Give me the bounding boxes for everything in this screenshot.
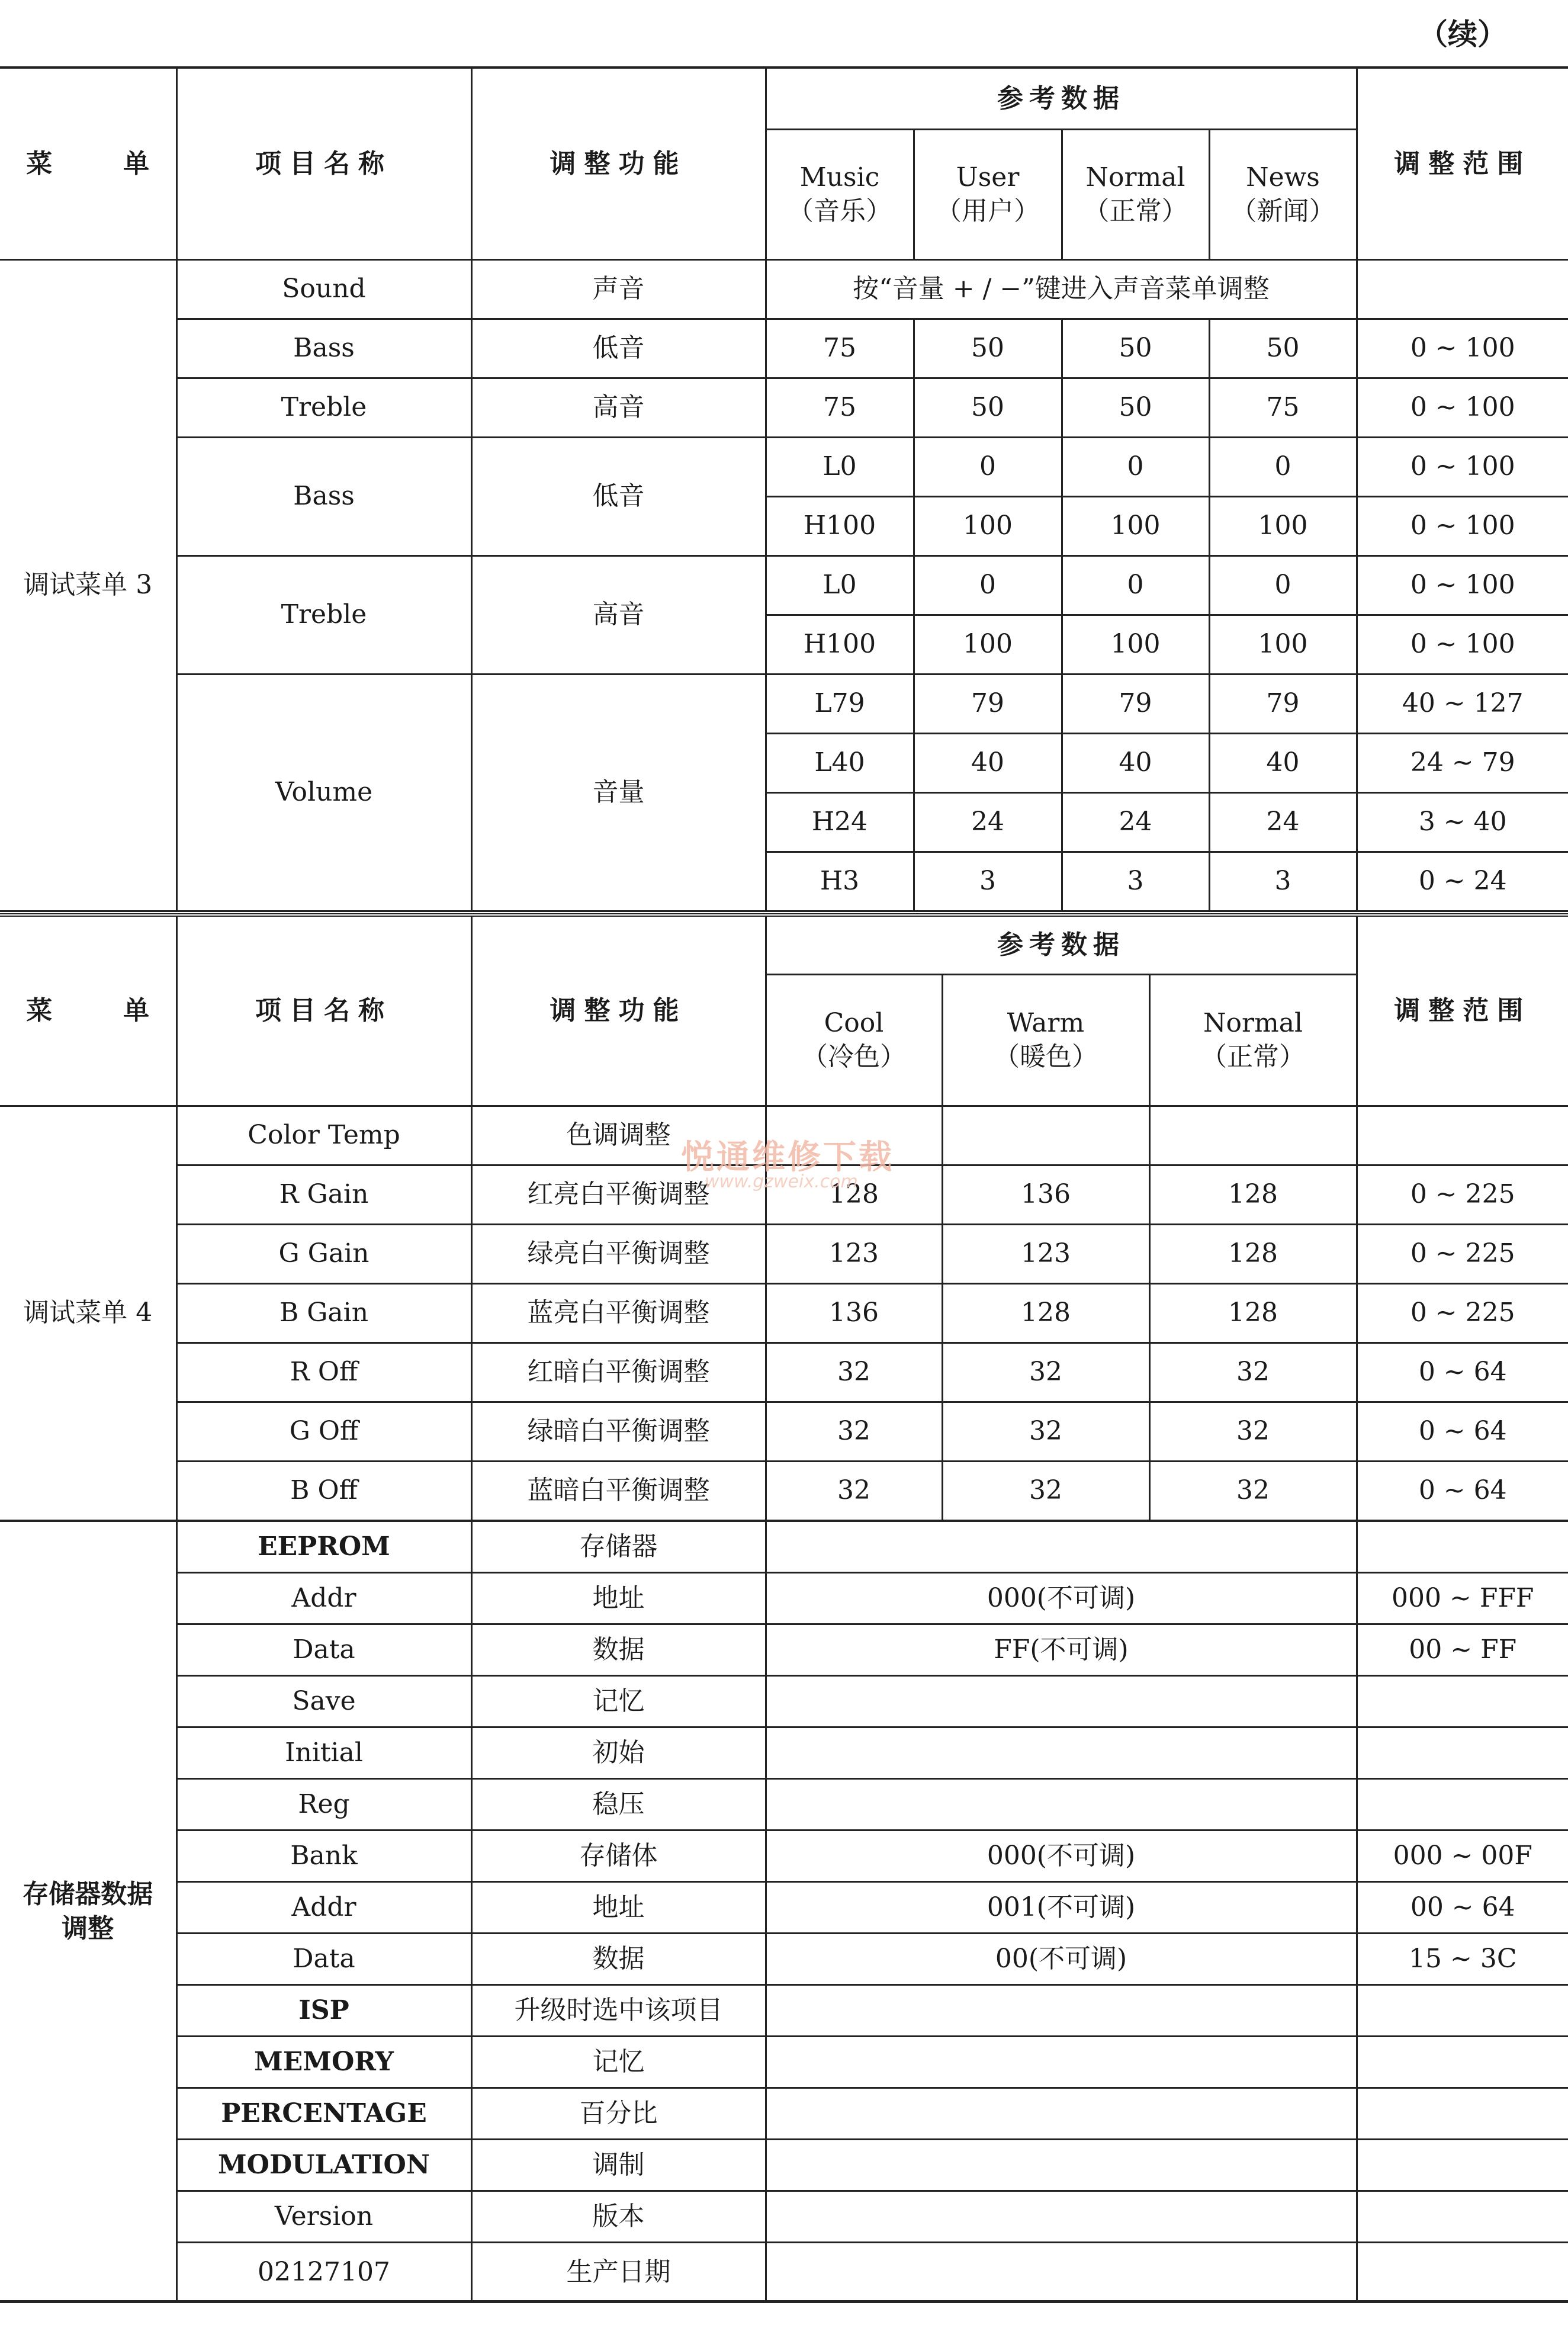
value-cell [766, 1676, 1357, 1727]
function-cell: 地址 [471, 1882, 766, 1934]
value-cell: 75 [766, 378, 914, 437]
bottom-rule [0, 2300, 1568, 2303]
value-cell: 123 [766, 1224, 942, 1283]
function-cell: 初始 [471, 1727, 766, 1779]
value-cell: 128 [942, 1283, 1149, 1343]
mode-header-cool: Cool （冷色） [766, 974, 942, 1106]
sub-cell: L0 [766, 437, 914, 496]
mode-header-user: User （用户） [914, 129, 1062, 259]
value-cell: 50 [914, 319, 1062, 378]
value-cell: 24 [1062, 792, 1209, 852]
function-cell: 升级时选中该项目 [471, 1985, 766, 2037]
function-cell: 地址 [471, 1573, 766, 1624]
range-cell [1357, 1676, 1568, 1727]
sub-cell: L79 [766, 674, 914, 733]
range-cell [1357, 1985, 1568, 2037]
range-cell: 40 ~ 127 [1357, 674, 1568, 733]
item-cell: MODULATION [176, 2140, 471, 2191]
value-cell: 0 [1209, 555, 1357, 615]
function-cell: 低音 [471, 319, 766, 378]
value-cell: 3 [1209, 852, 1357, 911]
function-cell: 版本 [471, 2191, 766, 2243]
value-cell: 00(不可调) [766, 1934, 1357, 1985]
item-cell: MEMORY [176, 2037, 471, 2088]
function-cell: 高音 [471, 555, 766, 674]
sound-note: 按“音量 + / −”键进入声音菜单调整 [766, 259, 1357, 319]
item-cell: Treble [176, 378, 471, 437]
value-cell: 40 [914, 733, 1062, 792]
range-cell [1357, 1106, 1568, 1165]
item-cell: Version [176, 2191, 471, 2243]
function-cell: 存储器 [471, 1521, 766, 1573]
value-cell: 32 [942, 1461, 1149, 1520]
value-cell: 136 [942, 1165, 1149, 1224]
item-cell: Addr [176, 1882, 471, 1934]
sub-cell: L40 [766, 733, 914, 792]
item-cell: Save [176, 1676, 471, 1727]
item-cell: R Off [176, 1343, 471, 1402]
item-cell: Treble [176, 555, 471, 674]
menu-cell: 调试菜单 3 [0, 259, 176, 911]
range-cell: 0 ~ 64 [1357, 1461, 1568, 1520]
value-cell: 50 [1062, 378, 1209, 437]
reference-header: 参考数据 [766, 68, 1357, 129]
value-cell: 75 [1209, 378, 1357, 437]
value-cell: 40 [1209, 733, 1357, 792]
function-cell: 色调调整 [471, 1106, 766, 1165]
value-cell: 001(不可调) [766, 1882, 1357, 1934]
range-cell: 0 ~ 100 [1357, 378, 1568, 437]
value-cell: 0 [914, 555, 1062, 615]
range-cell: 00 ~ 64 [1357, 1882, 1568, 1934]
range-cell: 24 ~ 79 [1357, 733, 1568, 792]
mode-header-news: News （新闻） [1209, 129, 1357, 259]
function-cell: 音量 [471, 674, 766, 911]
value-cell: 75 [766, 319, 914, 378]
mode-header-normal: Normal （正常） [1149, 974, 1357, 1106]
item-cell: Data [176, 1624, 471, 1676]
item-cell: Bass [176, 437, 471, 555]
range-cell: 0 ~ 225 [1357, 1165, 1568, 1224]
item-cell: B Off [176, 1461, 471, 1520]
value-cell: 3 [914, 852, 1062, 911]
function-cell: 低音 [471, 437, 766, 555]
value-cell: 50 [1062, 319, 1209, 378]
item-cell: PERCENTAGE [176, 2088, 471, 2140]
function-cell: 稳压 [471, 1779, 766, 1831]
value-cell: 100 [914, 615, 1062, 674]
menu-header: 菜 单 [0, 915, 176, 1106]
value-cell [1149, 1106, 1357, 1165]
range-cell [1357, 2243, 1568, 2302]
function-cell: 存储体 [471, 1831, 766, 1882]
menu-header: 菜 单 [0, 68, 176, 259]
value-cell: 100 [1062, 496, 1209, 555]
range-cell: 0 ~ 100 [1357, 555, 1568, 615]
value-cell: 32 [942, 1343, 1149, 1402]
function-cell: 高音 [471, 378, 766, 437]
function-header: 调整功能 [471, 915, 766, 1106]
range-header: 调整范围 [1357, 68, 1568, 259]
function-cell: 蓝暗白平衡调整 [471, 1461, 766, 1520]
watermark-url: www.gzweix.com [705, 1171, 858, 1192]
range-header: 调整范围 [1357, 915, 1568, 1106]
value-cell: 128 [1149, 1165, 1357, 1224]
function-header: 调整功能 [471, 68, 766, 259]
range-cell: 0 ~ 64 [1357, 1343, 1568, 1402]
value-cell [766, 1727, 1357, 1779]
item-name-header: 项目名称 [176, 68, 471, 259]
item-cell: Data [176, 1934, 471, 1985]
range-cell: 0 ~ 100 [1357, 319, 1568, 378]
item-cell: G Off [176, 1402, 471, 1461]
value-cell: 50 [1209, 319, 1357, 378]
value-cell [766, 2243, 1357, 2302]
value-cell: FF(不可调) [766, 1624, 1357, 1676]
range-cell [1357, 259, 1568, 319]
range-cell: 0 ~ 100 [1357, 615, 1568, 674]
range-cell: 0 ~ 225 [1357, 1224, 1568, 1283]
value-cell: 79 [1209, 674, 1357, 733]
watermark-text: 悦通维修下载 [681, 1138, 894, 1177]
value-cell: 128 [766, 1165, 942, 1224]
sub-cell: H3 [766, 852, 914, 911]
menu-cell: 调试菜单 4 [0, 1106, 176, 1520]
range-cell: 00 ~ FF [1357, 1624, 1568, 1676]
value-cell: 100 [1062, 615, 1209, 674]
value-cell: 123 [942, 1224, 1149, 1283]
value-cell: 100 [1209, 615, 1357, 674]
item-cell: Reg [176, 1779, 471, 1831]
function-cell: 绿暗白平衡调整 [471, 1402, 766, 1461]
value-cell [766, 2088, 1357, 2140]
item-cell: Sound [176, 259, 471, 319]
value-cell: 100 [914, 496, 1062, 555]
value-cell: 32 [1149, 1343, 1357, 1402]
value-cell: 000(不可调) [766, 1573, 1357, 1624]
value-cell: 128 [1149, 1224, 1357, 1283]
value-cell: 32 [1149, 1461, 1357, 1520]
sub-cell: H24 [766, 792, 914, 852]
continued-label: （续） [1418, 17, 1507, 52]
range-cell: 0 ~ 64 [1357, 1402, 1568, 1461]
range-cell [1357, 2191, 1568, 2243]
sub-cell: H100 [766, 496, 914, 555]
value-cell: 0 [914, 437, 1062, 496]
value-cell: 32 [942, 1402, 1149, 1461]
item-cell: 02127107 [176, 2243, 471, 2302]
range-cell: 000 ~ FFF [1357, 1573, 1568, 1624]
value-cell: 40 [1062, 733, 1209, 792]
range-cell: 0 ~ 100 [1357, 496, 1568, 555]
function-cell: 百分比 [471, 2088, 766, 2140]
range-cell: 15 ~ 3C [1357, 1934, 1568, 1985]
sub-cell: L0 [766, 555, 914, 615]
item-cell: Volume [176, 674, 471, 911]
function-cell: 绿亮白平衡调整 [471, 1224, 766, 1283]
function-cell: 红亮白平衡调整 [471, 1165, 766, 1224]
value-cell [766, 2191, 1357, 2243]
value-cell: 000(不可调) [766, 1831, 1357, 1882]
range-cell [1357, 2088, 1568, 2140]
range-cell: 0 ~ 225 [1357, 1283, 1568, 1343]
item-cell: R Gain [176, 1165, 471, 1224]
mode-header-warm: Warm （暖色） [942, 974, 1149, 1106]
function-cell: 记忆 [471, 2037, 766, 2088]
menu-cell: 存储器数据 调整 [0, 1521, 176, 2302]
sub-cell: H100 [766, 615, 914, 674]
item-cell: Bank [176, 1831, 471, 1882]
range-cell [1357, 1521, 1568, 1573]
value-cell: 128 [1149, 1283, 1357, 1343]
mode-header-music: Music （音乐） [766, 129, 914, 259]
value-cell: 32 [766, 1402, 942, 1461]
range-cell [1357, 2037, 1568, 2088]
function-cell: 数据 [471, 1624, 766, 1676]
range-cell: 3 ~ 40 [1357, 792, 1568, 852]
item-cell: Addr [176, 1573, 471, 1624]
value-cell: 136 [766, 1283, 942, 1343]
range-cell [1357, 1779, 1568, 1831]
value-cell: 24 [914, 792, 1062, 852]
range-cell: 0 ~ 100 [1357, 437, 1568, 496]
function-cell: 生产日期 [471, 2243, 766, 2302]
value-cell: 32 [766, 1461, 942, 1520]
value-cell: 32 [766, 1343, 942, 1402]
range-cell [1357, 1727, 1568, 1779]
white-balance-table [0, 913, 1568, 1521]
range-cell [1357, 2140, 1568, 2191]
function-cell: 红暗白平衡调整 [471, 1343, 766, 1402]
sound-settings-table [0, 66, 1568, 912]
item-cell: Bass [176, 319, 471, 378]
item-cell: ISP [176, 1985, 471, 2037]
value-cell [942, 1106, 1149, 1165]
item-cell: Initial [176, 1727, 471, 1779]
value-cell [766, 1521, 1357, 1573]
item-cell: G Gain [176, 1224, 471, 1283]
reference-header: 参考数据 [766, 915, 1357, 974]
function-cell: 调制 [471, 2140, 766, 2191]
mode-header-normal: Normal （正常） [1062, 129, 1209, 259]
value-cell: 24 [1209, 792, 1357, 852]
value-cell [766, 2037, 1357, 2088]
function-cell: 蓝亮白平衡调整 [471, 1283, 766, 1343]
value-cell: 0 [1062, 555, 1209, 615]
item-name-header: 项目名称 [176, 915, 471, 1106]
value-cell: 0 [1062, 437, 1209, 496]
value-cell: 32 [1149, 1402, 1357, 1461]
function-cell: 声音 [471, 259, 766, 319]
item-cell: B Gain [176, 1283, 471, 1343]
value-cell: 79 [914, 674, 1062, 733]
value-cell: 79 [1062, 674, 1209, 733]
item-cell: EEPROM [176, 1521, 471, 1573]
range-cell: 0 ~ 24 [1357, 852, 1568, 911]
range-cell: 000 ~ 00F [1357, 1831, 1568, 1882]
function-cell: 数据 [471, 1934, 766, 1985]
function-cell: 记忆 [471, 1676, 766, 1727]
item-cell: Color Temp [176, 1106, 471, 1165]
value-cell: 50 [914, 378, 1062, 437]
value-cell: 100 [1209, 496, 1357, 555]
value-cell: 3 [1062, 852, 1209, 911]
eeprom-table [0, 1520, 1568, 2302]
value-cell [766, 2140, 1357, 2191]
value-cell [766, 1779, 1357, 1831]
value-cell: 0 [1209, 437, 1357, 496]
value-cell [766, 1985, 1357, 2037]
